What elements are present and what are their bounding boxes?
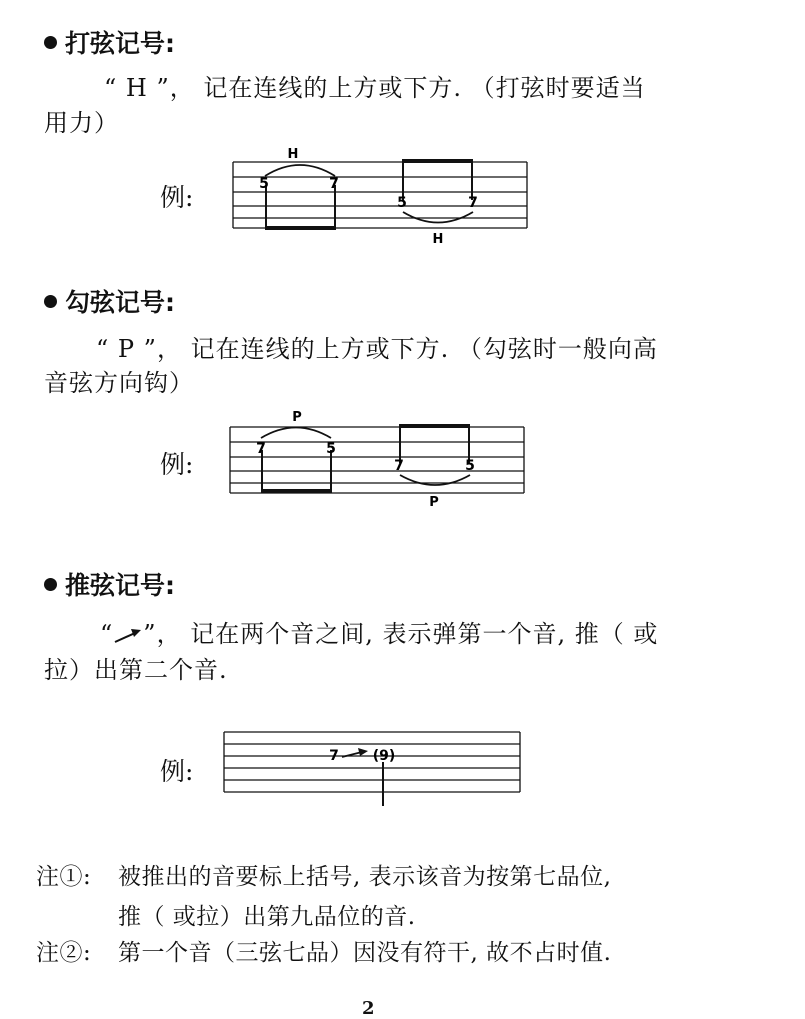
fret-number-bent: (9) (372, 748, 396, 764)
fret-number: 7 (394, 458, 404, 474)
note1-line2: 推（ 或拉）出第九品位的音. (118, 904, 416, 930)
fret-number: 7 (468, 195, 478, 211)
bend-line1-text: ， 记在两个音之间, 表示弹第一个音, 推（ 或 (156, 620, 659, 648)
staff-lines (233, 162, 527, 228)
fret-number: 7 (329, 748, 339, 764)
slur-symbol: H (287, 147, 299, 162)
bullet-icon (44, 295, 57, 308)
hammer-example-label: 例: (160, 183, 194, 212)
fret-number: 7 (329, 176, 339, 192)
hammer-tab-staff (225, 140, 535, 250)
note1-line1: 被推出的音要标上括号, 表示该音为按第七品位, (118, 864, 612, 890)
note1-label: 注①: (36, 864, 92, 890)
slur-symbol: P (292, 410, 302, 425)
hammer-line1: “ H ”， 记在连线的上方或下方. （打弦时要适当 (104, 74, 646, 102)
note2-text: 第一个音（三弦七品）因没有符干, 故不占时值. (118, 940, 612, 966)
bend-tab-staff (218, 720, 528, 810)
staff-lines (230, 427, 524, 493)
hammer-heading (44, 24, 175, 60)
bullet-icon (44, 36, 57, 49)
slur (261, 428, 331, 439)
bend-line2: 拉）出第二个音. (44, 656, 228, 684)
pull-tab-staff (222, 405, 532, 515)
slur (403, 212, 473, 223)
bend-example-label: 例: (160, 757, 194, 786)
slur (265, 165, 335, 176)
pull-heading-text: 勾弦记号: (65, 288, 175, 317)
fret-number: 5 (397, 195, 407, 211)
bend-arrowhead (358, 748, 368, 756)
bend-arrow-icon (113, 627, 143, 645)
fret-number: 5 (259, 176, 269, 192)
bullet-icon (44, 578, 57, 591)
fret-number: 5 (326, 441, 336, 457)
pull-heading (44, 283, 175, 319)
bend-heading-text: 推弦记号: (65, 571, 175, 600)
bend-line1 (100, 614, 658, 649)
bend-symbol-quote: “ ” (100, 620, 157, 648)
bend-heading (44, 566, 175, 602)
page-number: 2 (362, 998, 375, 1019)
hammer-line2: 用力） (44, 109, 119, 137)
pull-line1: “ P ”， 记在连线的上方或下方. （勾弦时一般向高 (96, 335, 658, 363)
pull-line2: 音弦方向钩） (44, 369, 194, 397)
slur-symbol: H (432, 232, 444, 247)
slur-symbol: P (429, 495, 439, 510)
pull-example-label: 例: (160, 450, 194, 479)
hammer-heading-text: 打弦记号: (65, 29, 175, 58)
fret-number: 7 (256, 441, 266, 457)
fret-number: 5 (465, 458, 475, 474)
note2-label: 注②: (36, 940, 92, 966)
